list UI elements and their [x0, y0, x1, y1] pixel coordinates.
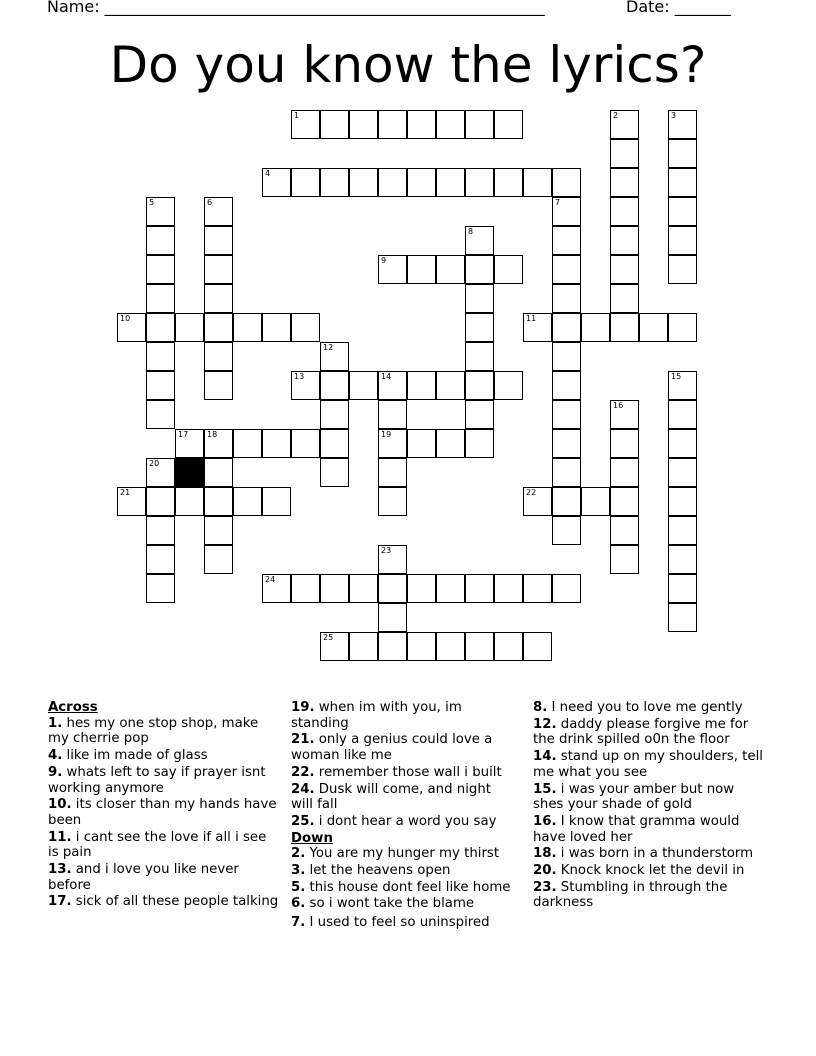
- crossword-cell[interactable]: [668, 429, 697, 458]
- clue-number: 7.: [291, 915, 306, 931]
- cell-number: 14: [381, 372, 392, 381]
- crossword-cell[interactable]: [378, 371, 407, 400]
- crossword-cell[interactable]: [320, 342, 349, 371]
- crossword-cell[interactable]: [668, 255, 697, 284]
- crossword-cell[interactable]: [610, 429, 639, 458]
- cell-number: 2: [613, 111, 619, 120]
- cell-number: 3: [671, 111, 677, 120]
- crossword-cell[interactable]: [552, 226, 581, 255]
- cell-number: 4: [265, 169, 271, 178]
- crossword-cell[interactable]: [436, 429, 465, 458]
- crossword-cell[interactable]: [610, 168, 639, 197]
- crossword-cell[interactable]: [436, 574, 465, 603]
- crossword-cell[interactable]: [610, 487, 639, 516]
- clue-number: 23.: [533, 879, 557, 895]
- crossword-cell[interactable]: [552, 400, 581, 429]
- crossword-cell[interactable]: [291, 371, 320, 400]
- clue-across-25: [291, 814, 517, 830]
- crossword-cell[interactable]: [668, 139, 697, 168]
- crossword-cell[interactable]: [523, 168, 552, 197]
- crossword-cell[interactable]: [291, 429, 320, 458]
- crossword-cell[interactable]: [465, 313, 494, 342]
- cell-number: 15: [671, 372, 682, 381]
- crossword-cell[interactable]: [610, 139, 639, 168]
- clue-text: its closer than my hands have been: [48, 797, 277, 828]
- cell-number: 7: [555, 198, 561, 207]
- clue-across-19: [291, 700, 517, 731]
- cell-number: 8: [468, 227, 474, 236]
- crossword-cell[interactable]: [407, 574, 436, 603]
- clue-across-22: [291, 765, 517, 781]
- cell-number: 13: [294, 372, 305, 381]
- crossword-cell[interactable]: [436, 168, 465, 197]
- crossword-cell[interactable]: [610, 400, 639, 429]
- crossword-cell[interactable]: [610, 197, 639, 226]
- crossword-cell[interactable]: [117, 487, 146, 516]
- across-heading: Across: [48, 700, 98, 715]
- clue-number: 6.: [291, 896, 306, 912]
- crossword-cell[interactable]: [465, 574, 494, 603]
- clue-number: 25.: [291, 813, 315, 829]
- crossword-cell[interactable]: [320, 110, 349, 139]
- crossword-cell[interactable]: [146, 255, 175, 284]
- crossword-cell[interactable]: [378, 458, 407, 487]
- crossword-cell[interactable]: [494, 371, 523, 400]
- crossword-cell[interactable]: [581, 487, 610, 516]
- crossword-cell[interactable]: [146, 487, 175, 516]
- clue-across-21: [291, 732, 517, 763]
- crossword-cell[interactable]: [378, 632, 407, 661]
- crossword-cell[interactable]: [523, 574, 552, 603]
- crossword-cell[interactable]: [407, 255, 436, 284]
- clue-down-20: [533, 863, 767, 879]
- crossword-cell[interactable]: [610, 458, 639, 487]
- clue-text: You are my hunger my thirst: [305, 846, 500, 862]
- crossword-cell[interactable]: [610, 516, 639, 545]
- clue-text: i was your amber but now shes your shade of gold: [533, 781, 735, 813]
- clue-text: I need you to love me gently: [547, 700, 743, 715]
- clue-text: hes my one stop shop, make my cherrie pop: [48, 715, 259, 747]
- crossword-cell[interactable]: [668, 313, 697, 342]
- clue-number: 2.: [291, 846, 306, 862]
- crossword-cell[interactable]: [320, 458, 349, 487]
- cell-number: 5: [149, 198, 155, 207]
- crossword-cell[interactable]: [494, 574, 523, 603]
- clue-text: i cant see the love if all i see is pain: [48, 829, 267, 861]
- crossword-cell[interactable]: [465, 632, 494, 661]
- cell-number: 10: [120, 314, 131, 323]
- crossword-cell[interactable]: [610, 226, 639, 255]
- crossword-cell[interactable]: [291, 313, 320, 342]
- clue-down-15: [533, 782, 767, 813]
- crossword-cell[interactable]: [465, 255, 494, 284]
- crossword-cell[interactable]: [436, 371, 465, 400]
- cell-number: 16: [613, 401, 624, 410]
- clue-number: 13.: [48, 862, 72, 878]
- crossword-cell[interactable]: [465, 284, 494, 313]
- cell-number: 23: [381, 546, 392, 555]
- clue-column-2: [291, 700, 517, 932]
- clue-text: I know that gramma would have loved her: [533, 813, 740, 845]
- crossword-cell[interactable]: [407, 168, 436, 197]
- crossword-cell[interactable]: [204, 371, 233, 400]
- crossword-cell[interactable]: [465, 168, 494, 197]
- clue-text: whats left to say if prayer isnt working anymore: [48, 764, 266, 796]
- name-field-label: Name: _______________________________________________________: [47, 0, 545, 16]
- clue-across-17: [48, 894, 280, 910]
- clue-text: so i wont take the blame: [305, 896, 475, 912]
- crossword-cell[interactable]: [175, 429, 204, 458]
- clue-number: 11.: [48, 829, 72, 845]
- clue-down-12: [533, 717, 767, 748]
- clue-number: 19.: [291, 700, 315, 715]
- crossword-cell[interactable]: [349, 168, 378, 197]
- crossword-cell[interactable]: [204, 487, 233, 516]
- crossword-cell[interactable]: [146, 545, 175, 574]
- crossword-cell[interactable]: [465, 371, 494, 400]
- clue-number: 12.: [533, 716, 557, 732]
- crossword-cell[interactable]: [320, 429, 349, 458]
- crossword-cell[interactable]: [436, 255, 465, 284]
- clue-number: 20.: [533, 863, 557, 879]
- clue-down-14: [533, 749, 767, 780]
- crossword-cell[interactable]: [378, 487, 407, 516]
- clue-across-13: [48, 862, 280, 893]
- crossword-cell[interactable]: [407, 632, 436, 661]
- crossword-cell[interactable]: [320, 371, 349, 400]
- crossword-cell[interactable]: [407, 110, 436, 139]
- crossword-cell[interactable]: [146, 226, 175, 255]
- crossword-cell[interactable]: [320, 168, 349, 197]
- clue-number: 10.: [48, 797, 72, 813]
- crossword-cell[interactable]: [349, 110, 378, 139]
- clue-text: i dont hear a word you say: [314, 813, 497, 829]
- down-heading: Down: [291, 830, 333, 846]
- date-field-label: Date: _______: [626, 0, 731, 16]
- crossword-cell[interactable]: [233, 487, 262, 516]
- crossword-cell[interactable]: [262, 313, 291, 342]
- cell-number: 12: [323, 343, 334, 352]
- clue-number: 18.: [533, 846, 557, 862]
- crossword-cell[interactable]: [465, 226, 494, 255]
- crossword-cell[interactable]: [378, 110, 407, 139]
- clue-down-8: [533, 700, 767, 716]
- crossword-cell[interactable]: [378, 400, 407, 429]
- crossword-cell[interactable]: [146, 516, 175, 545]
- crossword-cell[interactable]: [175, 487, 204, 516]
- crossword-cell[interactable]: [320, 632, 349, 661]
- crossword-cell[interactable]: [494, 110, 523, 139]
- clue-text: I used to feel so uninspired: [305, 915, 490, 931]
- clue-text: like im made of glass: [62, 748, 208, 764]
- crossword-cell[interactable]: [291, 574, 320, 603]
- clue-down-6: [291, 896, 517, 912]
- clue-across-10: [48, 797, 280, 828]
- crossword-cell[interactable]: [175, 313, 204, 342]
- crossword-cell[interactable]: [668, 458, 697, 487]
- crossword-block-cell: [175, 458, 204, 487]
- clue-across-11: [48, 830, 280, 861]
- crossword-cell[interactable]: [668, 516, 697, 545]
- clue-text: and i love you like never before: [48, 862, 239, 893]
- crossword-cell[interactable]: [378, 168, 407, 197]
- crossword-cell[interactable]: [233, 429, 262, 458]
- crossword-cell[interactable]: [262, 429, 291, 458]
- crossword-cell[interactable]: [204, 516, 233, 545]
- crossword-cell[interactable]: [204, 197, 233, 226]
- crossword-cell[interactable]: [378, 603, 407, 632]
- crossword-cell[interactable]: [204, 545, 233, 574]
- crossword-cell[interactable]: [668, 168, 697, 197]
- crossword-cell[interactable]: [146, 313, 175, 342]
- crossword-cell[interactable]: [668, 110, 697, 139]
- crossword-cell[interactable]: [291, 110, 320, 139]
- crossword-cell[interactable]: [378, 574, 407, 603]
- crossword-cell[interactable]: [668, 226, 697, 255]
- crossword-cell[interactable]: [494, 255, 523, 284]
- clue-number: 1.: [48, 715, 63, 731]
- crossword-cell[interactable]: [204, 284, 233, 313]
- crossword-cell[interactable]: [552, 429, 581, 458]
- clue-text: sick of all these people talking: [71, 894, 279, 910]
- crossword-cell[interactable]: [494, 632, 523, 661]
- clue-text: Dusk will come, and night will fall: [291, 781, 491, 813]
- crossword-cell[interactable]: [610, 255, 639, 284]
- crossword-cell[interactable]: [610, 313, 639, 342]
- crossword-cell[interactable]: [668, 197, 697, 226]
- cell-number: 19: [381, 430, 392, 439]
- clue-number: 16.: [533, 813, 557, 829]
- clue-number: 3.: [291, 863, 306, 879]
- crossword-cell[interactable]: [117, 313, 146, 342]
- crossword-cell[interactable]: [204, 458, 233, 487]
- crossword-cell[interactable]: [465, 110, 494, 139]
- clue-number: 5.: [291, 879, 306, 895]
- crossword-cell[interactable]: [291, 168, 320, 197]
- clue-down-18: [533, 846, 767, 862]
- clue-text: this house dont feel like home: [305, 879, 511, 895]
- crossword-cell[interactable]: [146, 400, 175, 429]
- clue-number: 8.: [533, 700, 548, 715]
- page-title: Do you know the lyrics?: [109, 36, 707, 94]
- crossword-cell[interactable]: [639, 313, 668, 342]
- crossword-cell[interactable]: [320, 400, 349, 429]
- crossword-cell[interactable]: [552, 516, 581, 545]
- clue-text: remember those wall i built: [314, 764, 502, 780]
- crossword-cell[interactable]: [552, 342, 581, 371]
- cell-number: 22: [526, 488, 537, 497]
- clue-across-9: [48, 765, 280, 796]
- crossword-cell[interactable]: [378, 545, 407, 574]
- crossword-cell[interactable]: [668, 545, 697, 574]
- cell-number: 24: [265, 575, 276, 584]
- cell-number: 20: [149, 459, 160, 468]
- crossword-cell[interactable]: [146, 197, 175, 226]
- clue-number: 21.: [291, 732, 315, 748]
- clue-text: only a genius could love a woman like me: [291, 732, 493, 764]
- clue-number: 17.: [48, 894, 72, 910]
- cell-number: 9: [381, 256, 387, 265]
- clue-text: Stumbling in through the darkness: [533, 879, 728, 911]
- crossword-cell[interactable]: [407, 429, 436, 458]
- crossword-cell[interactable]: [349, 574, 378, 603]
- crossword-cell[interactable]: [523, 487, 552, 516]
- crossword-cell[interactable]: [378, 429, 407, 458]
- crossword-cell[interactable]: [407, 371, 436, 400]
- crossword-cell[interactable]: [262, 574, 291, 603]
- crossword-cell[interactable]: [465, 429, 494, 458]
- clue-down-5: [291, 880, 517, 896]
- crossword-cell[interactable]: [552, 168, 581, 197]
- cell-number: 6: [207, 198, 213, 207]
- clue-across-24: [291, 782, 517, 813]
- clue-text: when im with you, im standing: [291, 700, 462, 731]
- crossword-cell[interactable]: [204, 255, 233, 284]
- clue-text: stand up on my shoulders, tell me what you see: [533, 749, 763, 780]
- crossword-cell[interactable]: [233, 313, 262, 342]
- crossword-cell[interactable]: [610, 110, 639, 139]
- clue-number: 4.: [48, 748, 63, 764]
- clue-number: 9.: [48, 764, 63, 780]
- crossword-cell[interactable]: [668, 574, 697, 603]
- crossword-cell[interactable]: [465, 400, 494, 429]
- crossword-cell[interactable]: [146, 371, 175, 400]
- clue-number: 14.: [533, 749, 557, 765]
- clue-number: 22.: [291, 764, 315, 780]
- crossword-cell[interactable]: [610, 545, 639, 574]
- crossword-cell[interactable]: [552, 197, 581, 226]
- crossword-cell[interactable]: [146, 284, 175, 313]
- clue-down-7: [291, 915, 517, 931]
- cell-number: 11: [526, 314, 537, 323]
- crossword-cell[interactable]: [146, 458, 175, 487]
- crossword-cell[interactable]: [378, 255, 407, 284]
- clue-down-2: [291, 846, 517, 862]
- crossword-cell[interactable]: [204, 226, 233, 255]
- cell-number: 21: [120, 488, 131, 497]
- crossword-cell[interactable]: [204, 313, 233, 342]
- crossword-grid: [117, 110, 699, 663]
- crossword-cell[interactable]: [523, 313, 552, 342]
- crossword-cell[interactable]: [436, 632, 465, 661]
- crossword-cell[interactable]: [436, 110, 465, 139]
- clue-number: 15.: [533, 781, 557, 797]
- clue-down-16: [533, 814, 767, 845]
- clue-text: let the heavens open: [305, 863, 451, 879]
- crossword-cell[interactable]: [349, 371, 378, 400]
- cell-number: 18: [207, 430, 218, 439]
- cell-number: 25: [323, 633, 334, 642]
- clue-across-4: [48, 748, 280, 764]
- crossword-cell[interactable]: [610, 284, 639, 313]
- crossword-cell[interactable]: [552, 487, 581, 516]
- crossword-cell[interactable]: [146, 574, 175, 603]
- crossword-cell[interactable]: [668, 603, 697, 632]
- clue-column-3: [533, 700, 767, 912]
- crossword-cell[interactable]: [581, 313, 610, 342]
- crossword-cell[interactable]: [668, 487, 697, 516]
- crossword-cell[interactable]: [204, 429, 233, 458]
- crossword-cell[interactable]: [494, 168, 523, 197]
- crossword-cell[interactable]: [523, 632, 552, 661]
- crossword-cell[interactable]: [465, 342, 494, 371]
- crossword-cell[interactable]: [204, 342, 233, 371]
- clue-text: Knock knock let the devil in: [556, 863, 745, 879]
- clue-down-3: [291, 863, 517, 879]
- crossword-cell[interactable]: [146, 342, 175, 371]
- clue-down-23: [533, 880, 767, 911]
- crossword-cell[interactable]: [262, 487, 291, 516]
- cell-number: 1: [294, 111, 300, 120]
- crossword-cell[interactable]: [552, 371, 581, 400]
- crossword-cell[interactable]: [668, 371, 697, 400]
- crossword-cell[interactable]: [552, 313, 581, 342]
- cell-number: 17: [178, 430, 189, 439]
- clue-across-1: [48, 716, 280, 747]
- clue-column-1: [48, 700, 280, 911]
- clue-text: daddy please forgive me for the drink spilled o0n the floor: [533, 716, 749, 748]
- crossword-cell[interactable]: [552, 284, 581, 313]
- crossword-cell[interactable]: [349, 632, 378, 661]
- clue-number: 24.: [291, 781, 315, 797]
- crossword-cell[interactable]: [552, 458, 581, 487]
- crossword-cell[interactable]: [668, 400, 697, 429]
- crossword-cell[interactable]: [552, 574, 581, 603]
- crossword-cell[interactable]: [320, 574, 349, 603]
- crossword-cell[interactable]: [552, 255, 581, 284]
- crossword-cell[interactable]: [262, 168, 291, 197]
- clue-text: i was born in a thunderstorm: [556, 846, 754, 862]
